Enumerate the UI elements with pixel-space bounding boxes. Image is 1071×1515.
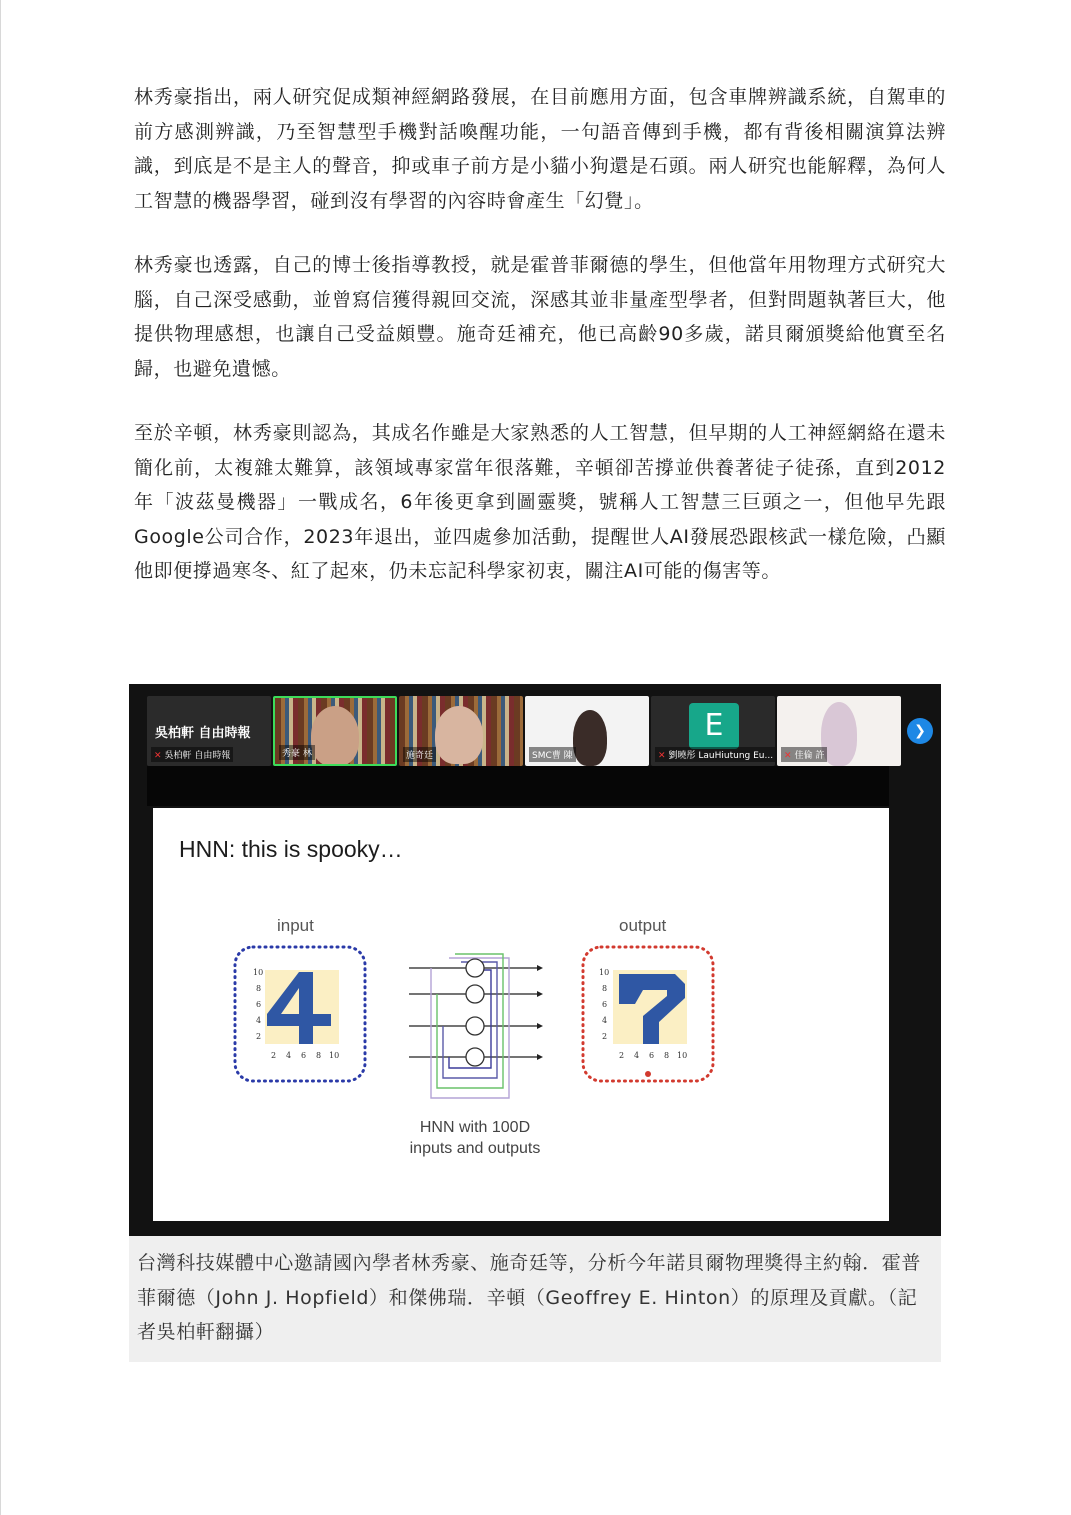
output-y-tick: 2 xyxy=(602,1032,608,1041)
output-y-tick: 10 xyxy=(599,968,610,977)
participant-tag-3: SMC曹 陳 xyxy=(529,747,576,762)
network-neurons xyxy=(466,959,484,1066)
output-label: output xyxy=(619,916,667,935)
output-marker xyxy=(645,1071,651,1077)
input-x-tick: 10 xyxy=(329,1051,340,1060)
participant-face xyxy=(311,706,359,766)
participant-tag-1: 秀豪 林 xyxy=(279,745,315,760)
input-label: input xyxy=(277,916,314,935)
input-y-tick: 2 xyxy=(256,1032,262,1041)
input-y-tick: 4 xyxy=(256,1016,262,1025)
meeting-screenshot xyxy=(129,684,941,1236)
output-y-ticks xyxy=(599,968,609,1041)
network-caption-line2: inputs and outputs xyxy=(409,1140,541,1157)
network-arrowheads xyxy=(537,965,543,1060)
article-body xyxy=(134,80,946,619)
paragraph-1: 林秀豪指出，兩人研究促成類神經網路發展，在目前應用方面，包含車牌辨識系統，自駕車的前方感測辨識，乃至智慧型手機對話喚醒功能，一句語音傳到手機，都有背後相關演算法辨識，到底是不是主人的聲音，抑或車子前方是小貓小狗還是石頭。兩人研究也能解釋，為何人工智慧的機器學習，碰到沒有學習的內容時會產生「幻覺」。 xyxy=(134,86,946,212)
output-y-tick: 4 xyxy=(602,1016,608,1025)
input-y-tick: 8 xyxy=(256,984,262,993)
host-tag: ✕ 吳柏軒 自由時報 xyxy=(151,747,233,762)
chevron-right-icon[interactable]: ❯ xyxy=(907,718,933,744)
output-x-tick: 6 xyxy=(649,1051,655,1060)
mic-muted-icon: ✕ xyxy=(784,751,792,761)
participant-face xyxy=(573,710,607,766)
output-y-tick: 8 xyxy=(602,984,608,993)
participant-tag-4: ✕ 劉曉彤 LauHiutung Eu... xyxy=(655,747,775,762)
participant-initial-badge: E xyxy=(689,703,739,749)
presentation-slide xyxy=(153,808,889,1221)
figure-caption: 台灣科技媒體中心邀請國內學者林秀豪、施奇廷等，分析今年諾貝爾物理獎得主約翰．霍普菲爾德（John J. Hopfield）和傑佛瑞．辛頓（Geoffrey E. Hinton）的原理及貢獻。（記者吳柏軒翻攝） xyxy=(129,1236,941,1362)
shared-screen-header xyxy=(147,766,889,806)
host-name: 吳柏軒 自由時報 xyxy=(155,726,251,741)
participant-tile-5[interactable] xyxy=(777,696,901,766)
input-x-tick: 2 xyxy=(271,1051,277,1060)
participant-tile-2[interactable] xyxy=(399,696,523,766)
article-figure xyxy=(129,684,941,1362)
output-x-tick: 2 xyxy=(619,1051,625,1060)
slide-title: HNN: this is spooky… xyxy=(179,836,403,862)
hnn-diagram xyxy=(153,808,889,1221)
input-x-tick: 4 xyxy=(286,1051,292,1060)
network-caption-line1: HNN with 100D xyxy=(419,1119,531,1136)
input-x-tick: 8 xyxy=(316,1051,322,1060)
output-x-ticks xyxy=(619,1051,687,1060)
mic-muted-icon: ✕ xyxy=(658,751,666,761)
input-y-ticks xyxy=(253,968,263,1041)
input-x-tick: 6 xyxy=(301,1051,307,1060)
input-x-ticks xyxy=(271,1051,339,1060)
output-x-tick: 10 xyxy=(677,1051,688,1060)
participant-tile-3[interactable] xyxy=(525,696,649,766)
participant-tile-1[interactable] xyxy=(273,696,397,766)
participant-tag-2: 施奇廷 xyxy=(403,747,436,762)
participant-tag-5: ✕ 佳倫 許 xyxy=(781,747,827,762)
output-y-tick: 6 xyxy=(602,1000,608,1009)
mic-muted-icon: ✕ xyxy=(154,751,162,761)
input-y-tick: 6 xyxy=(256,1000,262,1009)
page-edge xyxy=(0,0,1,1515)
participant-tile-host[interactable] xyxy=(147,696,271,766)
participant-face xyxy=(435,706,483,764)
output-x-tick: 8 xyxy=(664,1051,670,1060)
paragraph-3: 至於辛頓，林秀豪則認為，其成名作雖是大家熟悉的人工智慧，但早期的人工神經網絡在還未簡化前，太複雜太難算，該領域專家當年很落難，辛頓卻苦撐並供養著徒子徒孫，直到2012年「波茲曼機器」一戰成名，6年後更拿到圖靈獎，號稱人工智慧三巨頭之一，但他早先跟Google公司合作，2023年退出，並四處參加活動，提醒世人AI發展恐跟核武一樣危險，凸顯他即便撐過寒冬、紅了起來，仍未忘記科學家初衷，關注AI可能的傷害等。 xyxy=(134,422,946,582)
output-x-tick: 4 xyxy=(634,1051,640,1060)
network-lines xyxy=(409,968,537,1057)
paragraph-2: 林秀豪也透露，自己的博士後指導教授，就是霍普菲爾德的學生，但他當年用物理方式研究大腦，自己深受感動，並曾寫信獲得親回交流，深感其並非量產型學者，但對問題執著巨大，他提供物理感想，也讓自己受益頗豐。施奇廷補充，他已高齡90多歲，諾貝爾頒獎給他實至名歸，也避免遺憾。 xyxy=(134,254,946,380)
input-y-tick: 10 xyxy=(253,968,264,977)
participant-strip xyxy=(147,694,926,766)
participant-tile-4[interactable] xyxy=(651,696,775,766)
